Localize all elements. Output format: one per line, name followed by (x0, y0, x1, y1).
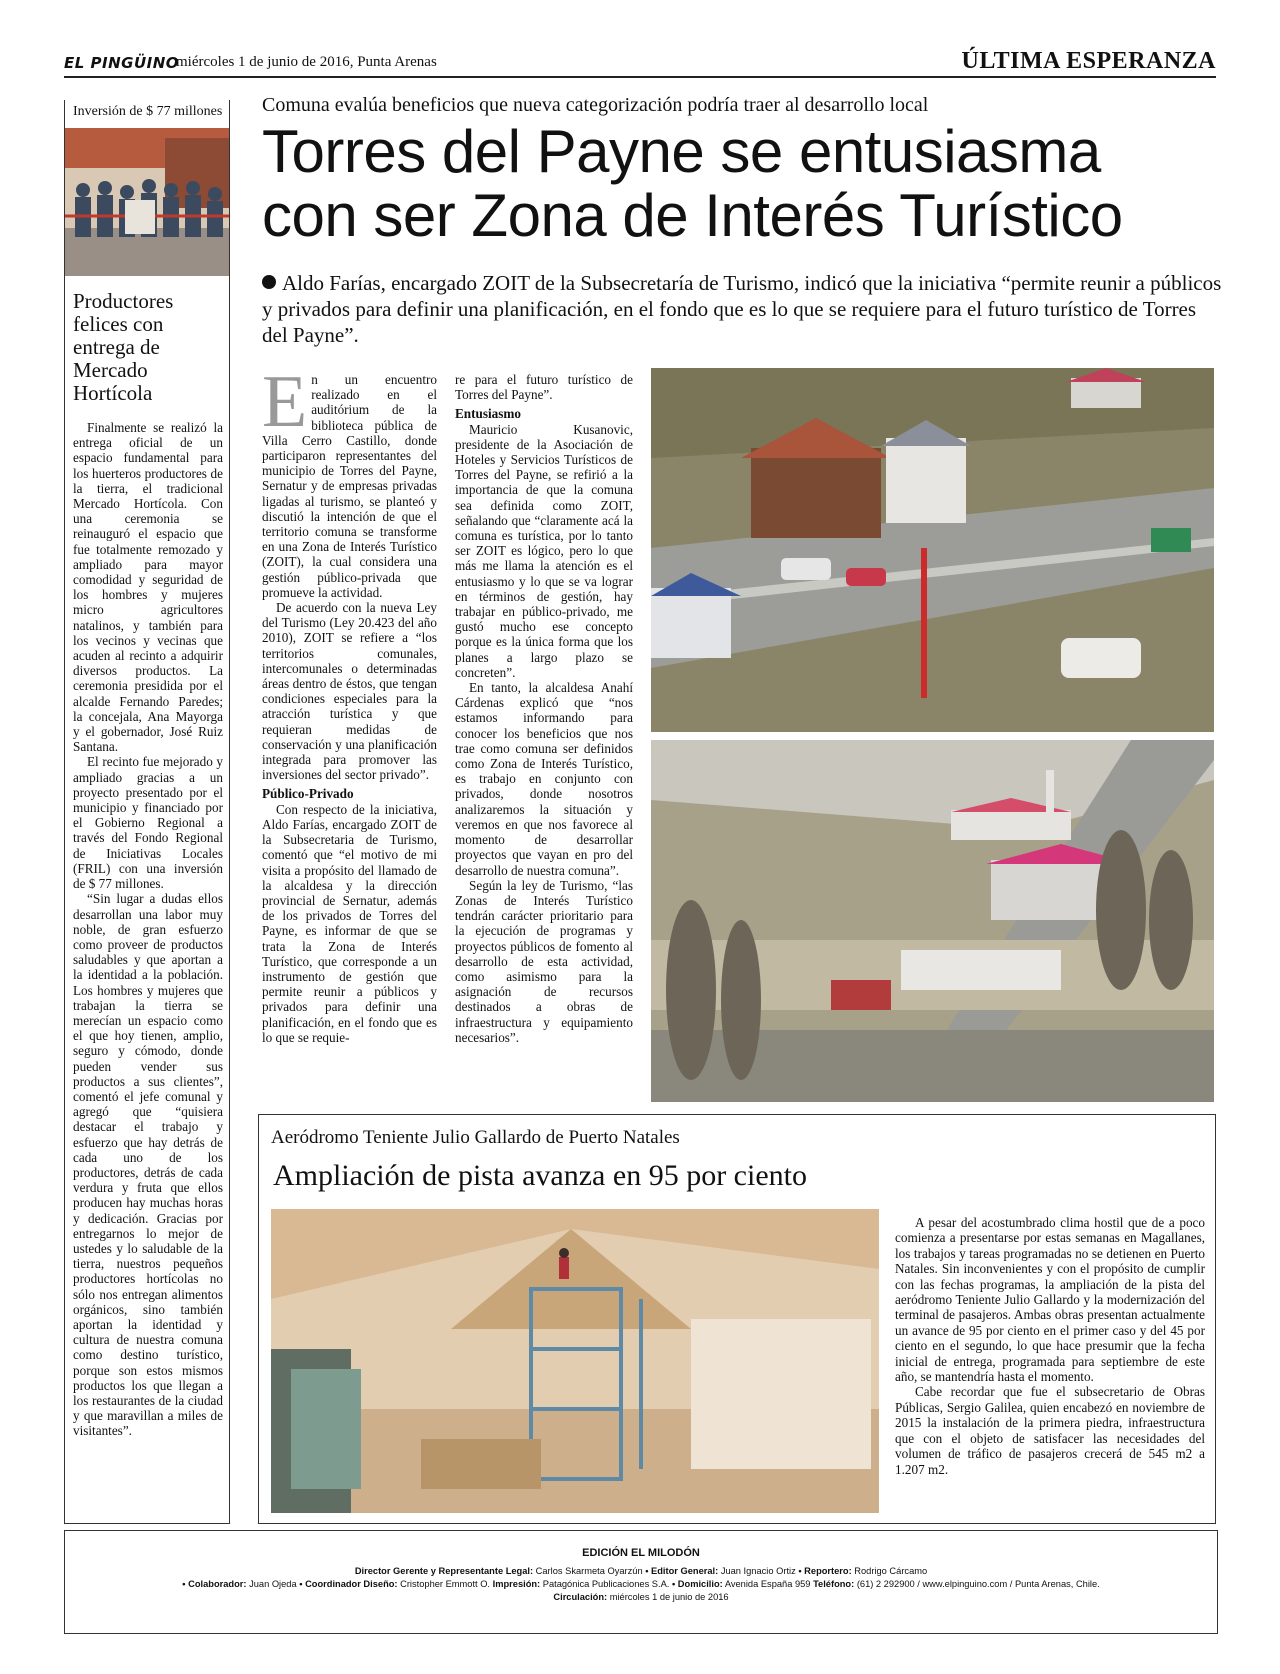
article-headline (262, 120, 1222, 248)
article-subhead: Entusiasmo (455, 406, 521, 422)
box-paragraph: A pesar del acostumbrado clima hostil que de a poco comienza a presentarse por estas semanas en Magallanes, los trabajos y tareas programadas no se detienen en Puerto Natales. Sin inconvenientes y con el propósito de cumplir con las fechas programas, la ampliación de la pista del aeródromo Teniente Julio Gallardo y la modernización del terminal de pasajeros. Ambas obras presentan actualmente un avance de 95 por ciento en el primer caso y del 45 por ciento en el segundo, lo que hace presumir que la fecha inicial de entrega, programada para septiembre de este año, se mantendría hasta el momento. (895, 1215, 1205, 1385)
article-paragraph: En tanto, la alcaldesa Anahí Cárdenas explicó que “nos estamos informando para conocer los beneficios que nos trae como comuna ser definidos como Zona de Interés Turístico, es trabajo en conjunto con privados, donde nosotros analizaremos la situación y veremos en que nos favorece al momento de desarrollar proyectos que vayan en pro del desarrollo de nuestra comuna”. (455, 680, 633, 878)
credits-title: EDICIÓN EL MILODÓN (582, 1547, 700, 1559)
article-paragraph: Según la ley de Turismo, “las Zonas de Interés Turístico tendrán carácter prioritario para la ejecución de programas y proyectos públicos de fomento al desarrollo de esta actividad, como asimismo para la asignación de recursos destinados a obras de infraestructura y equipamiento necesarios”. (455, 877, 633, 1045)
aerial-photo-illustration (651, 740, 1214, 1102)
article-paragraph: En un encuentro realizado en el auditórium de la biblioteca pública de Villa Cerro Castillo, donde participaron representantes del municipio de Torres del Payne, Sernatur y de empresas privadas ligadas al turismo, se planteó y discutió la intención de que el territorio comuna se transforme en una Zona de Interés Turístico (ZOIT), la cual considera una gestión público-privada que promueve la actividad. (262, 361, 437, 600)
deck-text: Aldo Farías, encargado ZOIT de la Subsecretaría de Turismo, indicó que la iniciativa “permite reunir a públicos y privados para definir una planificación, en el fondo que es lo que se requiere para el futuro turístico de Torres del Payne”. (262, 271, 1222, 347)
article-subhead: Público-Privado (262, 786, 354, 802)
credits-line-3: Circulación: miércoles 1 de junio de 2016 (553, 1592, 729, 1602)
sidebar-photo-ceremony (65, 128, 229, 276)
page-header (64, 48, 1216, 78)
article-deck (262, 270, 1222, 348)
ceremony-photo-illustration (65, 128, 229, 276)
bullet-icon (262, 275, 276, 289)
sidebar-body (73, 420, 223, 1439)
newspaper-brand: EL PINGÜINO (64, 54, 180, 72)
article-column-1 (262, 361, 437, 1045)
credits-line-2: • Colaborador: Juan Ojeda • Coordinador Diseño: Cristopher Emmott O. Impresión: Patagónica Publicaciones S.A. • Domicilio: Avenida España 959 Teléfono: (61) 2 292900 / www.elpinguino.com / Punta Arenas, Chile. (182, 1579, 1100, 1589)
issue-date: miércoles 1 de junio de 2016, Punta Arenas (176, 54, 437, 70)
article-paragraph: Mauricio Kusanovic, presidente de la Asociación de Hoteles y Servicios Turísticos de Torres del Payne, se refirió a la importancia de que la comuna sea definida como ZOIT, señalando que “claramente acá la comuna es turística, por lo tanto ser ZOIT es lógico, pero lo que más me llama la atención es el entusiasmo y lo que se va lograr en términos de gestión, hay trabajar en público-privado, me gustó mucho ese concepto porque es la única forma que los planes a largo plazo se concreten”. (455, 421, 633, 680)
drop-cap: E (262, 361, 308, 443)
box-paragraph: Cabe recordar que fue el subsecretario de Obras Públicas, Sergio Galilea, quien encabezó en noviembre de 2015 la instalación de la primera piedra, infraestructura que con el objeto de satisfacer las necesidades del volumen de tráfico de pasajeros crecerá de 545 m2 a 1.207 m2. (895, 1384, 1205, 1477)
box-body (895, 1215, 1205, 1477)
aerial-photo-village-church (651, 740, 1214, 1102)
edition-credits (64, 1530, 1218, 1634)
article-paragraph: Con respecto de la iniciativa, Aldo Farías, encargado ZOIT de la Subsecretaria de Turismo, comentó que “el motivo de mi visita a propósito del llamado de la alcaldesa y la dirección provincial de Sernatur, además de los privados de Torres del Payne, es informar de que se trata la Zona de Interés Turístico, que corresponde a un instrumento de gestión que permite reunir a públicos y privados para definir una planificación, en el fondo que es lo que se requie- (262, 801, 437, 1045)
construction-photo-illustration (271, 1209, 879, 1513)
article-paragraph: re para el futuro turístico de Torres del Payne”. (455, 372, 633, 403)
sidebar-paragraph: Finalmente se realizó la entrega oficial de un espacio fundamental para los huerteros productores de la tierra, el tradicional Mercado Hortícola. Con una ceremonia se reinauguró el espacio que fue totalmente remozado y ampliado para mayor comodidad y seguridad de los hombres y mujeres micro agricultores natalinos, y también para los vecinos y vecinas que acuden al recinto a adquirir diversos productos. La ceremonia presidida por el alcalde Fernando Paredes; la concejala, Ana Mayorga y el gobernador, José Ruiz Santana. (73, 420, 223, 755)
article-paragraph: De acuerdo con la nueva Ley del Turismo (Ley 20.423 del año 2010), ZOIT se refiere a “los territorios comunales, intercomunales o determinadas áreas dentro de éstos, que tengan condiciones especiales para la atracción turística y que requieran medidas de conservación y una planificación integrada para promover las inversiones del sector privado”. (262, 600, 437, 783)
section-title: ÚLTIMA ESPERANZA (961, 48, 1216, 74)
airport-news-box (258, 1114, 1216, 1524)
article-kicker: Comuna evalúa beneficios que nueva categorización podría traer al desarrollo local (262, 94, 929, 116)
headline-line-1: Torres del Payne se entusiasma (262, 118, 1101, 185)
sidebar-headline: Productores felices con entrega de Mercado Hortícola (73, 289, 174, 405)
article-column-2 (455, 372, 633, 1045)
sidebar-kicker: Inversión de $ 77 millones (73, 104, 223, 119)
box-headline: Ampliación de pista avanza en 95 por ciento (273, 1159, 807, 1192)
aerial-photo-village-road (651, 368, 1214, 732)
headline-line-2: con ser Zona de Interés Turístico (262, 182, 1123, 249)
box-kicker: Aeródromo Teniente Julio Gallardo de Puerto Natales (271, 1127, 680, 1148)
sidebar-paragraph: “Sin lugar a dudas ellos desarrollan una labor muy noble, de gran esfuerzo como proveer de productos saludables y que aportan a la identidad a la población. Los hombres y mujeres que trabajan la tierra se merecían un espacio como el que hoy tienen, amplio, seguro y cómodo, donde pueden vender sus productos a sus clientes”, comentó el jefe comunal y agregó que “quisiera destacar el trabajo y esfuerzo que hay detrás de cada uno de los productores, detrás de cada verdura y fruta que ellos producen hay muchas horas y dedicación. Gracias por entregarnos lo mejor de ustedes y lo saludable de la tierra, nuestros pequeños productores hortícolas no sólo nos entregan alimentos orgánicos, sino también aportan la identidad y cultura de nuestra comuna como destino turístico, porque son estos mismos productos los que llegan a los restaurantes de la ciudad y que maravillan a miles de visitantes”. (73, 891, 223, 1439)
terminal-construction-photo (271, 1209, 879, 1513)
credits-line-1: Director Gerente y Representante Legal: Carlos Skarmeta Oyarzún • Editor General: Juan Ignacio Ortiz • Reportero: Rodrigo Cárcamo (354, 1566, 928, 1576)
aerial-photo-illustration (651, 368, 1214, 732)
sidebar-article (64, 100, 230, 1524)
sidebar-paragraph: El recinto fue mejorado y ampliado gracias a un proyecto presentado por el municipio y financiado por el Gobierno Regional a través del Fondo Regional de Iniciativas Locales (FRIL) con una inversión de $ 77 millones. (73, 754, 223, 892)
